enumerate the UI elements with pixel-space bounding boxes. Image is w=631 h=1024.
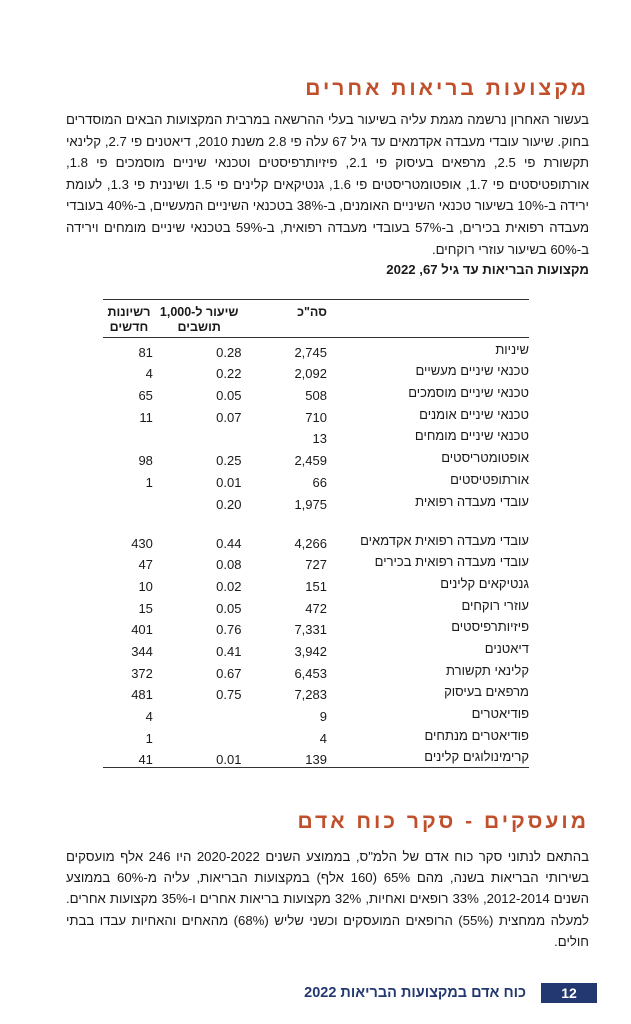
section-title-other-professions: מקצועות בריאות אחרים — [305, 77, 589, 100]
table-row — [103, 616, 529, 638]
cell-new-licenses: 401 — [131, 622, 153, 638]
cell-total: 7,331 — [294, 622, 327, 638]
intro-paragraph: בעשור האחרון נרשמה מגמת עליה בשיעור בעלי ההרשאה במרבית המקצועות הבאים המוסדרים בחוק. שיעור עובדי מעבדה אקדמאים עד גיל 67 עלה פי 2.8 משנת 2010, דיאטנים פי 2.7, קלינאי תקשורת פי 2.5, מרפאים בעיסוק פי 2.1, פיזיותרפיסטים וטכנאי שיניים מוסמכים פי 1.8, אורתופטיסטים פי 1.7, אופטומטריסטים פי 1.6, גנטיקאים קלינים פי 1.5 ושיננית פי 1.3, לעומת ירידה ב-10% בשיעור טכנאי השיניים האומנים, ב-38% בטכנאי השיניים המעשיים, ב-40% בעובדי מעבדה רפואית בכירים, ב-57% בעובדי מעבדה רפואית, ב-59% בטכנאי שיניים מומחים וירידה ב-60% בשיעור עוזרי רוקחים. — [66, 112, 590, 257]
cell-rate: 0.76 — [216, 622, 242, 638]
table-row — [103, 681, 529, 703]
cell-new-licenses: 65 — [138, 388, 153, 404]
cell-new-licenses: 481 — [131, 687, 153, 703]
cell-rate: 0.67 — [216, 665, 242, 681]
professions-table — [103, 299, 529, 768]
cell-rate: 0.05 — [216, 600, 242, 616]
cell-rate: 0.41 — [216, 643, 242, 659]
cell-profession: עוזרי רוקחים — [461, 597, 529, 613]
cell-total: 4 — [319, 730, 327, 746]
table-row — [103, 446, 529, 468]
table-title: מקצועות הבריאות עד גיל 67, 2022 — [386, 262, 589, 277]
cell-total: 9 — [319, 709, 327, 724]
table-row — [103, 572, 529, 594]
cell-rate: 0.75 — [216, 687, 242, 703]
header-new-licenses: רשיונות חדשים — [103, 300, 155, 338]
cell-rate: 0.28 — [216, 344, 242, 360]
cell-new-licenses: 15 — [138, 600, 153, 616]
cell-profession: מרפאים בעיסוק — [444, 684, 529, 700]
cell-profession: עובדי מעבדה רפואית בכירים — [374, 554, 529, 570]
cell-profession: דיאטנים — [484, 640, 529, 656]
cell-total: 1,975 — [294, 496, 327, 512]
cell-new-licenses: 4 — [145, 709, 153, 724]
cell-profession: גנטיקאים קלינים — [440, 575, 529, 591]
cell-profession: עובדי מעבדה רפואית אקדמאים — [360, 532, 529, 548]
cell-new-licenses: 41 — [103, 746, 155, 768]
cell-profession: טכנאי שיניים מעשיים — [415, 363, 529, 379]
cell-profession: עובדי מעבדה רפואית — [415, 493, 529, 509]
cell-rate — [155, 702, 244, 724]
table-row — [103, 746, 529, 768]
cell-new-licenses: 1 — [145, 474, 153, 490]
cell-total: 727 — [305, 557, 327, 573]
cell-rate — [155, 425, 244, 447]
cell-profession: טכנאי שיניים אומנים — [419, 406, 529, 422]
table-header-row — [103, 300, 529, 338]
cell-total: 139 — [243, 746, 329, 768]
cell-new-licenses: 47 — [138, 557, 153, 573]
cell-rate: 0.44 — [216, 535, 242, 551]
cell-profession: טכנאי שיניים מוסמכים — [408, 385, 529, 401]
cell-total: 7,283 — [294, 687, 327, 703]
cell-profession: קלינאי תקשורת — [446, 662, 529, 678]
cell-new-licenses — [103, 490, 155, 512]
cell-new-licenses: 10 — [138, 578, 153, 594]
cell-rate: 0.01 — [216, 474, 242, 490]
table-row — [103, 724, 529, 746]
cell-total: 508 — [305, 388, 327, 404]
page-number: 12 — [541, 983, 597, 1003]
table-row — [103, 551, 529, 573]
cell-profession: אופטומטריסטים — [441, 450, 529, 466]
cell-rate: 0.08 — [216, 557, 242, 573]
cell-total: 710 — [305, 409, 327, 425]
table-body — [103, 338, 529, 768]
footer-title: כוח אדם במקצועות הבריאות 2022 — [304, 985, 526, 1001]
cell-profession: קרימינולוגים קלינים — [329, 746, 529, 768]
cell-rate: 0.05 — [216, 388, 242, 404]
section-title-employed: מועסקים - סקר כוח אדם — [297, 810, 589, 833]
cell-rate: 0.02 — [216, 578, 242, 594]
cell-total: 66 — [312, 474, 327, 490]
header-profession — [329, 300, 529, 338]
cell-profession: טכנאי שיניים מומחים — [414, 428, 529, 444]
table-row — [103, 659, 529, 681]
cell-new-licenses — [103, 425, 155, 447]
cell-total: 151 — [305, 578, 327, 594]
cell-profession: פודיאטרים — [471, 706, 529, 721]
cell-new-licenses: 81 — [138, 344, 153, 360]
cell-new-licenses: 344 — [131, 643, 153, 659]
cell-rate — [155, 724, 244, 746]
header-total: סה"כ — [243, 300, 329, 338]
cell-total: 4,266 — [294, 535, 327, 551]
cell-profession: פודיאטרים מנתחים — [424, 727, 529, 743]
cell-rate: 0.20 — [216, 496, 242, 512]
table-row — [103, 468, 529, 490]
cell-new-licenses: 11 — [139, 409, 153, 425]
cell-new-licenses: 4 — [145, 366, 153, 382]
cell-rate: 0.07 — [216, 409, 242, 425]
cell-profession: שיניות — [495, 341, 529, 357]
cell-total: 13 — [312, 431, 327, 447]
cell-rate: 0.25 — [216, 453, 242, 469]
cell-new-licenses: 1 — [145, 730, 153, 746]
cell-total: 6,453 — [294, 665, 327, 681]
cell-new-licenses: 430 — [131, 535, 153, 551]
cell-new-licenses: 372 — [131, 665, 153, 681]
cell-total: 2,092 — [294, 366, 327, 382]
table-row — [103, 702, 529, 724]
cell-rate: 0.22 — [216, 366, 242, 382]
table-row — [103, 360, 529, 382]
table-row — [103, 594, 529, 616]
employment-paragraph: בהתאם לנתוני סקר כוח אדם של הלמ"ס, בממוצע השנים 2020-2022 היו 246 אלף מועסקים בשירותי הבריאות בשנה, מהם 65% (160 אלף) במקצועות הבריאות, עליה מ-60% בממוצע השנים 2012-2014, 33% רופאים ואחיות, 32% מקצועות בריאות אחרים ו-35% מקצועות אחרים. למעלה ממחצית (55%) הרופאים המועסקים וכשני שליש (68%) מהאחים והאחיות עבדו בבתי חולים. — [66, 849, 589, 949]
table-row — [103, 403, 529, 425]
table-row — [103, 637, 529, 659]
cell-new-licenses: 98 — [138, 453, 153, 469]
cell-rate: 0.01 — [155, 746, 244, 768]
table-row — [103, 512, 529, 551]
table-row — [103, 338, 529, 360]
table-row — [103, 381, 529, 403]
table-row — [103, 490, 529, 512]
header-rate: שיעור ל-1,000 תושבים — [155, 300, 244, 338]
cell-total: 472 — [305, 600, 327, 616]
cell-total: 2,745 — [294, 344, 327, 360]
cell-total: 2,459 — [294, 453, 327, 469]
cell-total: 3,942 — [294, 643, 327, 659]
table-row — [103, 425, 529, 447]
cell-profession: אורתופטיסטים — [450, 471, 529, 487]
cell-profession: פיזיותרפיסטים — [451, 619, 529, 635]
